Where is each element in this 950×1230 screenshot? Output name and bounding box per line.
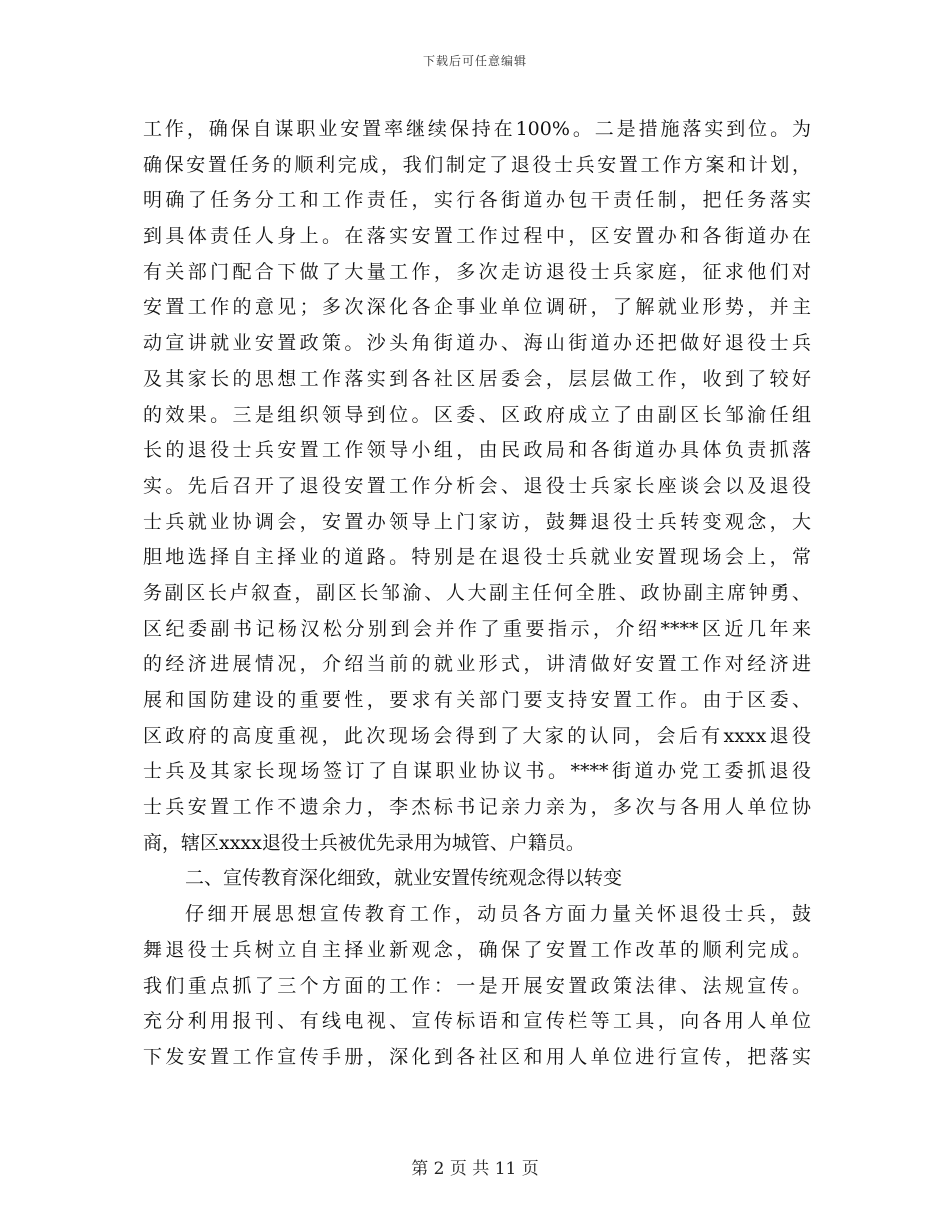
text-line: 胆地选择自主择业的道路。特别是在退役士兵就业安置现场会上，常 <box>143 546 811 569</box>
text-line: 明确了任务分工和工作责任，实行各街道办包干责任制，把任务落实 <box>143 189 811 212</box>
text-line: 我们重点抓了三个方面的工作：一是开展安置政策法律、法规宣传。 <box>143 974 811 997</box>
text-line: 及其家长的思想工作落实到各社区居委会，层层做工作，收到了较好 <box>143 367 811 390</box>
page-footer: 第 2 页 共 11 页 <box>411 1159 539 1179</box>
text-line: 士兵安置工作不遗余力，李杰标书记亲力亲为，多次与各用人单位协 <box>143 796 811 819</box>
text-line: 工作，确保自谋职业安置率继续保持在100%。二是措施落实到位。为 <box>143 118 811 140</box>
text-line: 商，辖区xxxx退役士兵被优先录用为城管、户籍员。 <box>143 831 585 854</box>
text-line: 有关部门配合下做了大量工作，多次走访退役士兵家庭，征求他们对 <box>143 260 811 283</box>
text-line: 实。先后召开了退役安置工作分析会、退役士兵家长座谈会以及退役 <box>143 474 811 497</box>
text-line: 仔细开展思想宣传教育工作，动员各方面力量关怀退役士兵，鼓 <box>185 903 811 926</box>
text-line: 长的退役士兵安置工作领导小组，由民政局和各街道办具体负责抓落 <box>143 439 811 462</box>
text-line: 充分利用报刊、有线电视、宣传标语和宣传栏等工具，向各用人单位 <box>143 1010 811 1033</box>
body-text <box>143 112 811 1076</box>
text-line: 确保安置任务的顺利完成，我们制定了退役士兵安置工作方案和计划， <box>143 153 811 176</box>
page-header: 下载后可任意编辑 <box>422 54 527 68</box>
section-heading: 二、宣传教育深化细致，就业安置传统观念得以转变 <box>185 867 623 890</box>
text-line: 士兵及其家长现场签订了自谋职业协议书。****街道办党工委抓退役 <box>143 760 811 783</box>
text-line: 动宣讲就业安置政策。沙头角街道办、海山街道办还把做好退役士兵 <box>143 332 811 355</box>
text-line: 舞退役士兵树立自主择业新观念，确保了安置工作改革的顺利完成。 <box>143 938 811 961</box>
text-line: 士兵就业协调会，安置办领导上门家访，鼓舞退役士兵转变观念，大 <box>143 510 811 533</box>
text-line: 务副区长卢叙查，副区长邹渝、人大副主任何全胜、政协副主席钟勇、 <box>143 581 811 604</box>
text-line: 展和国防建设的重要性，要求有关部门要支持安置工作。由于区委、 <box>143 689 811 711</box>
text-line: 区纪委副书记杨汉松分别到会并作了重要指示，介绍****区近几年来 <box>143 617 811 640</box>
text-line: 到具体责任人身上。在落实安置工作过程中，区安置办和各街道办在 <box>143 225 811 248</box>
text-line: 安置工作的意见；多次深化各企事业单位调研，了解就业形势，并主 <box>143 296 811 319</box>
text-line: 的经济进展情况，介绍当前的就业形式，讲清做好安置工作对经济进 <box>143 653 811 676</box>
text-line: 的效果。三是组织领导到位。区委、区政府成立了由副区长邹渝任组 <box>143 403 811 426</box>
text-line: 下发安置工作宣传手册，深化到各社区和用人单位进行宣传，把落实 <box>143 1045 811 1068</box>
text-line: 区政府的高度重视，此次现场会得到了大家的认同，会后有xxxx退役 <box>143 724 811 747</box>
